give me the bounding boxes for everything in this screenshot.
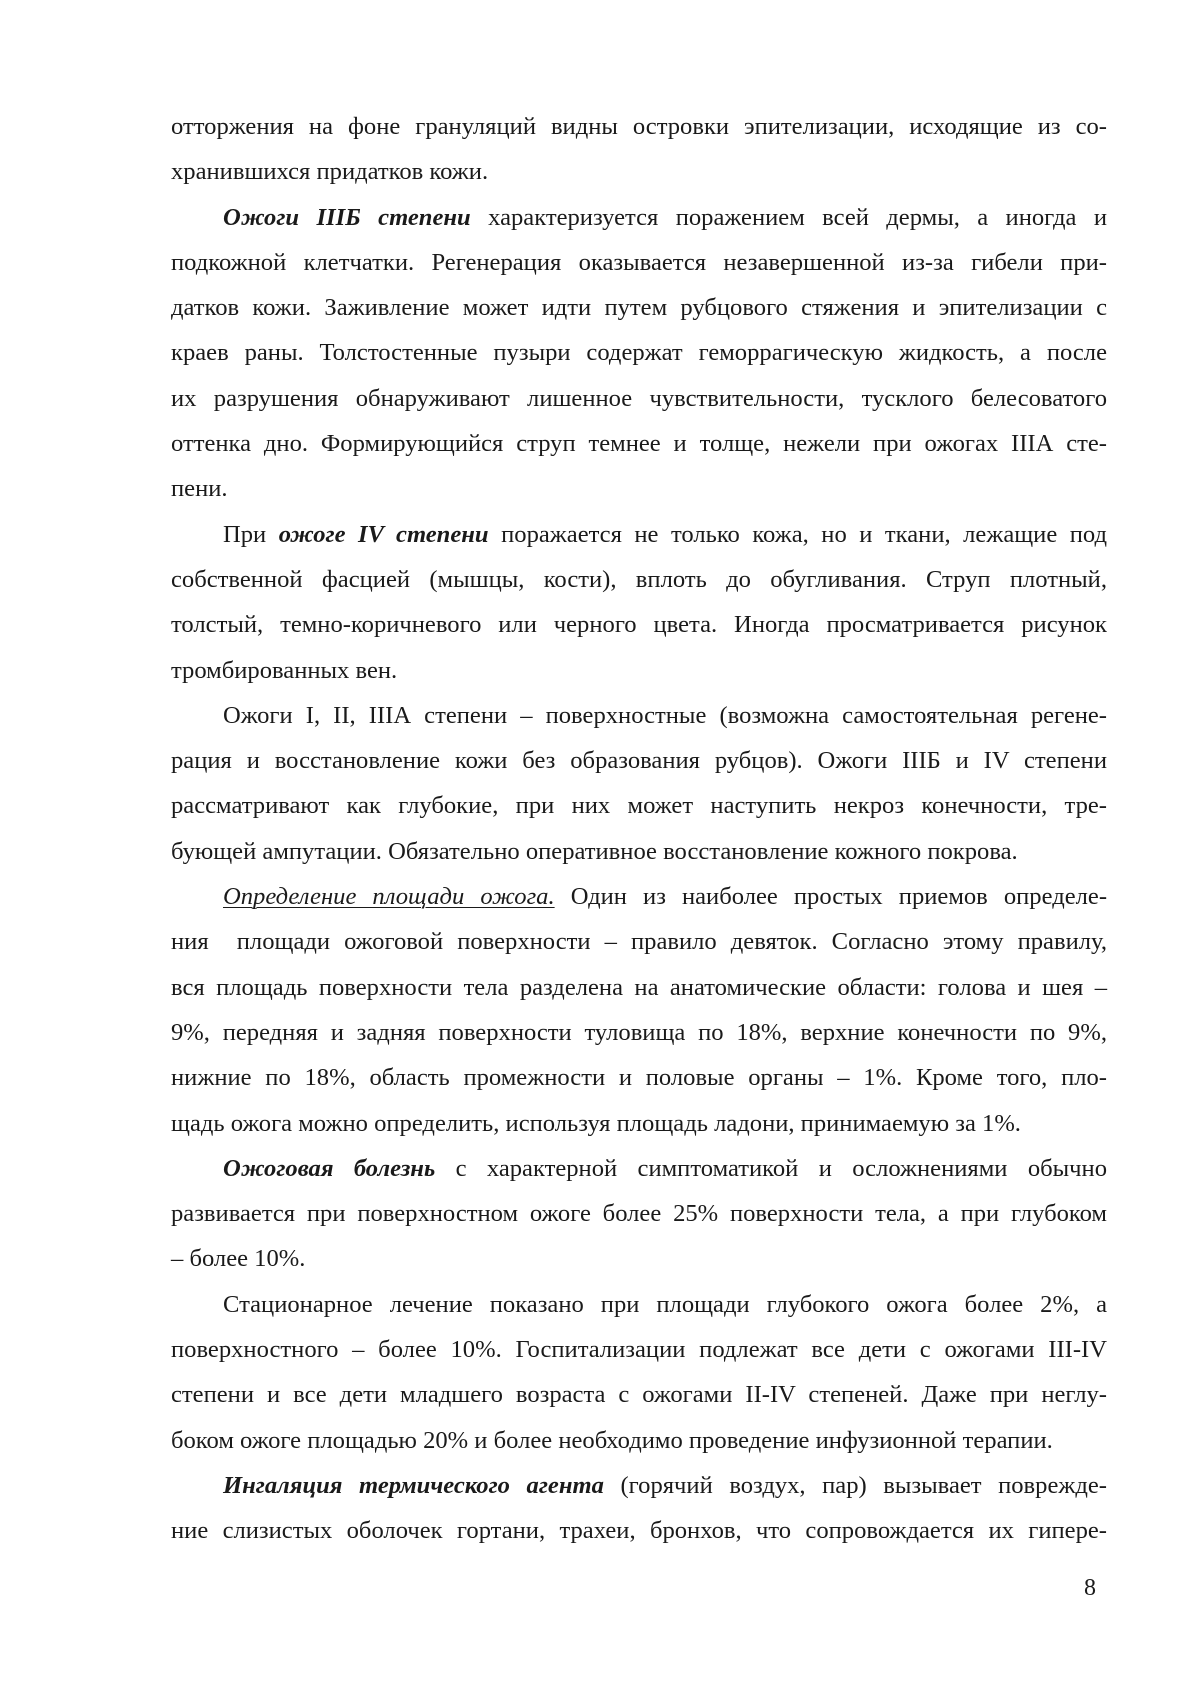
text-run: характеризуется поражением всей дермы, а иногда и <box>470 203 1107 231</box>
text-line: бующей ампутации. Обязательно оперативное восстановление кожного покрова. <box>171 837 1018 865</box>
text-run: Один из наиболее простых приемов определе- <box>554 883 1108 911</box>
page-body <box>171 104 1107 1554</box>
paragraph <box>171 1463 1107 1554</box>
paragraph <box>171 104 1107 195</box>
text-line: – более 10%. <box>171 1245 306 1273</box>
text-line: 9%, передняя и задняя поверхности туловища по 18%, верхние конечности по 9%, <box>171 1018 1107 1046</box>
text-line: датков кожи. Заживление может идти путем рубцового стяжения и эпителизации с <box>171 294 1107 322</box>
text-run: с характерной симптоматикой и осложнениями обычно <box>435 1154 1107 1182</box>
emphasized-term: ожоге IV степени <box>278 520 489 548</box>
text-line <box>171 874 1107 919</box>
text-run: При <box>223 520 279 548</box>
text-line: толстый, темно-коричневого или черного цвета. Иногда просматривается рисунок <box>171 611 1107 639</box>
text-line: подкожной клетчатки. Регенерация оказывается незавершенной из-за гибели при- <box>171 248 1107 276</box>
paragraph <box>171 1146 1107 1282</box>
text-line: пени. <box>171 475 228 503</box>
text-line: ние слизистых оболочек гортани, трахеи, бронхов, что сопровождается их гипере- <box>171 1517 1107 1545</box>
text-line: Ожоги I, II, IIIА степени – поверхностные (возможна самостоятельная регене- <box>223 701 1107 729</box>
paragraph <box>171 693 1107 874</box>
text-line: краев раны. Толстостенные пузыри содержат геморрагическую жидкость, а после <box>171 339 1107 367</box>
text-line: рассматривают как глубокие, при них может наступить некроз конечности, тре- <box>171 792 1107 820</box>
text-run: (горячий воздух, пар) вызывает поврежде- <box>603 1471 1107 1499</box>
text-line <box>171 1463 1107 1508</box>
text-line: Стационарное лечение показано при площади глубокого ожога более 2%, а <box>223 1290 1107 1318</box>
text-line: оттенка дно. Формирующийся струп темнее и толще, нежели при ожогах IIIА сте- <box>171 430 1107 458</box>
page-number: 8 <box>1084 1575 1096 1601</box>
text-line: хранившихся придатков кожи. <box>171 158 489 186</box>
text-line <box>171 512 1107 557</box>
text-line: поверхностного – более 10%. Госпитализации подлежат все дети с ожогами III-IV <box>171 1336 1107 1364</box>
emphasized-term: Ожоги IIIБ степени <box>223 203 471 231</box>
text-line: собственной фасцией (мышцы, кости), вплоть до обугливания. Струп плотный, <box>171 565 1107 593</box>
text-line: отторжения на фоне грануляций видны островки эпителизации, исходящие из со- <box>171 113 1107 140</box>
text-line: степени и все дети младшего возраста с ожогами II-IV степеней. Даже при неглу- <box>171 1381 1107 1409</box>
text-line <box>171 1146 1107 1191</box>
text-run: поражается не только кожа, но и ткани, лежащие под <box>488 520 1108 548</box>
emphasized-term: Ожоговая болезнь <box>223 1154 436 1182</box>
underlined-heading: Определение площади ожога. <box>223 883 555 911</box>
text-line: их разрушения обнаруживают лишенное чувствительности, тусклого белесоватого <box>171 384 1107 412</box>
text-line: развивается при поверхностном ожоге более 25% поверхности тела, а при глубоком <box>171 1200 1107 1228</box>
paragraph <box>171 874 1107 1146</box>
text-line: боком ожоге площадью 20% и более необходимо проведение инфузионной терапии. <box>171 1426 1053 1454</box>
paragraph <box>171 512 1107 693</box>
text-line: ния площади ожоговой поверхности – правило девяток. Согласно этому правилу, <box>171 928 1107 956</box>
paragraph <box>171 1282 1107 1463</box>
emphasized-term: Ингаляция термического агента <box>223 1471 604 1499</box>
text-line <box>171 195 1107 240</box>
text-line: вся площадь поверхности тела разделена на анатомические области: голова и шея – <box>171 973 1107 1001</box>
text-line: рация и восстановление кожи без образования рубцов). Ожоги IIIБ и IV степени <box>171 747 1107 775</box>
text-line: тромбированных вен. <box>171 656 398 684</box>
paragraph <box>171 195 1107 512</box>
text-line: щадь ожога можно определить, используя площадь ладони, принимаемую за 1%. <box>171 1109 1021 1137</box>
text-line: нижние по 18%, область промежности и половые органы – 1%. Кроме того, пло- <box>171 1064 1107 1092</box>
